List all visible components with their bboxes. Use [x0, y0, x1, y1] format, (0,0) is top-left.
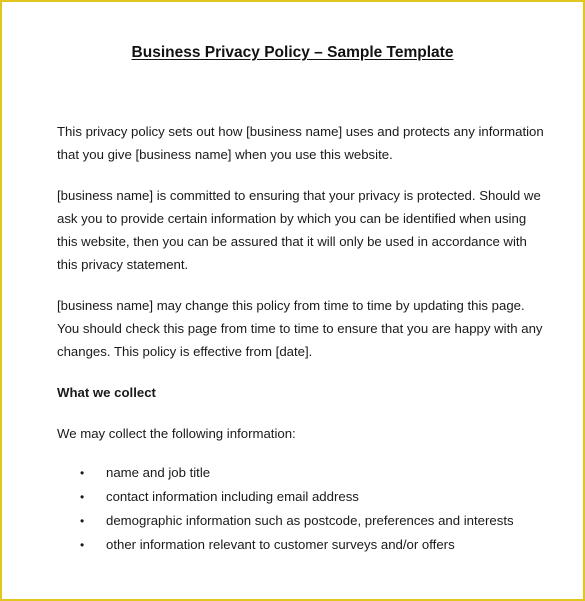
- list-item: [57, 485, 547, 509]
- bullet-icon: •: [80, 538, 85, 552]
- list-item-text: other information relevant to customer surveys and/or offers: [106, 537, 455, 552]
- policy-change-paragraph: [business name] may change this policy from time to time by updating this page. You should check this page from time to time to ensure that you are happy with any changes. This policy is effective from [date].: [57, 298, 543, 359]
- document-body: [57, 120, 547, 557]
- document-title: Business Privacy Policy – Sample Template: [131, 44, 454, 61]
- bullet-icon: •: [80, 490, 85, 504]
- bullet-icon: •: [80, 514, 85, 528]
- commitment-paragraph: [business name] is committed to ensuring that your privacy is protected. Should we ask you to provide certain information by which you can be identified when using this website, then you can be assured that it will only be used in accordance with this privacy statement.: [57, 188, 541, 272]
- section-heading-what-we-collect: What we collect: [57, 385, 156, 400]
- list-item: [57, 533, 547, 557]
- section-intro: We may collect the following information:: [57, 426, 296, 441]
- list-item: [57, 461, 547, 485]
- intro-paragraph: This privacy policy sets out how [business name] uses and protects any information that you give [business name] when you use this website.: [57, 124, 544, 162]
- collected-info-list: [57, 461, 547, 557]
- list-item: [57, 509, 547, 533]
- list-item-text: contact information including email address: [106, 489, 359, 504]
- list-item-text: demographic information such as postcode, preferences and interests: [106, 513, 514, 528]
- bullet-icon: •: [80, 466, 85, 480]
- list-item-text: name and job title: [106, 465, 211, 480]
